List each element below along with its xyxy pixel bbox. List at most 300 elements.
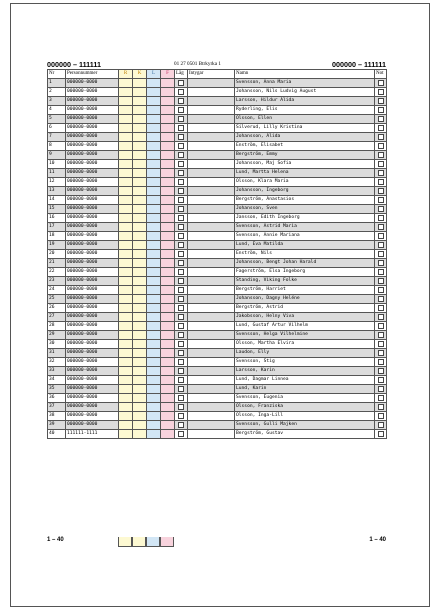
- mark-cell-l[interactable]: [147, 340, 161, 349]
- lag-checkbox[interactable]: [178, 269, 184, 275]
- mark-cell-r[interactable]: [119, 430, 133, 439]
- mark-cell-l[interactable]: [147, 304, 161, 313]
- mark-cell-f[interactable]: [161, 214, 175, 223]
- not-checkbox[interactable]: [378, 188, 384, 194]
- mark-cell-r[interactable]: [119, 169, 133, 178]
- mark-cell-r[interactable]: [119, 331, 133, 340]
- mark-cell-l[interactable]: [147, 358, 161, 367]
- row-intyg[interactable]: [188, 412, 235, 421]
- row-intyg[interactable]: [188, 241, 235, 250]
- row-intyg[interactable]: [188, 358, 235, 367]
- not-checkbox[interactable]: [378, 251, 384, 257]
- row-intyg[interactable]: [188, 376, 235, 385]
- lag-checkbox[interactable]: [178, 107, 184, 113]
- mark-cell-l[interactable]: [147, 349, 161, 358]
- mark-cell-l[interactable]: [147, 142, 161, 151]
- mark-cell-k[interactable]: [133, 106, 147, 115]
- mark-cell-k[interactable]: [133, 151, 147, 160]
- mark-cell-k[interactable]: [133, 430, 147, 439]
- mark-cell-l[interactable]: [147, 187, 161, 196]
- row-nr: 13: [48, 187, 66, 196]
- not-checkbox[interactable]: [378, 215, 384, 221]
- mark-cell-f[interactable]: [161, 79, 175, 88]
- row-intyg[interactable]: [188, 160, 235, 169]
- mark-cell-l[interactable]: [147, 205, 161, 214]
- mark-cell-r[interactable]: [119, 367, 133, 376]
- lag-checkbox[interactable]: [178, 341, 184, 347]
- mark-cell-l[interactable]: [147, 115, 161, 124]
- row-intyg[interactable]: [188, 214, 235, 223]
- mark-cell-k[interactable]: [133, 421, 147, 430]
- mark-cell-l[interactable]: [147, 232, 161, 241]
- mark-cell-l[interactable]: [147, 367, 161, 376]
- mark-cell-r[interactable]: [119, 358, 133, 367]
- row-lag-cell: [175, 169, 188, 178]
- mark-cell-l[interactable]: [147, 322, 161, 331]
- row-intyg[interactable]: [188, 79, 235, 88]
- mark-cell-k[interactable]: [133, 133, 147, 142]
- row-intyg[interactable]: [188, 142, 235, 151]
- not-checkbox[interactable]: [378, 431, 384, 437]
- mark-cell-r[interactable]: [119, 349, 133, 358]
- mark-cell-f[interactable]: [161, 286, 175, 295]
- mark-cell-f[interactable]: [161, 106, 175, 115]
- row-intyg[interactable]: [188, 151, 235, 160]
- mark-cell-r[interactable]: [119, 142, 133, 151]
- row-not-cell: [375, 358, 387, 367]
- row-personnummer: 000000-0000: [66, 268, 119, 277]
- mark-cell-f[interactable]: [161, 277, 175, 286]
- row-not-cell: [375, 151, 387, 160]
- mark-cell-k[interactable]: [133, 331, 147, 340]
- lag-checkbox[interactable]: [178, 134, 184, 140]
- mark-cell-r[interactable]: [119, 322, 133, 331]
- lag-checkbox[interactable]: [178, 332, 184, 338]
- mark-cell-k[interactable]: [133, 376, 147, 385]
- row-intyg[interactable]: [188, 187, 235, 196]
- mark-cell-r[interactable]: [119, 241, 133, 250]
- mark-cell-r[interactable]: [119, 376, 133, 385]
- mark-cell-f[interactable]: [161, 430, 175, 439]
- mark-cell-f[interactable]: [161, 295, 175, 304]
- lag-checkbox[interactable]: [178, 395, 184, 401]
- not-checkbox[interactable]: [378, 377, 384, 383]
- mark-cell-f[interactable]: [161, 142, 175, 151]
- mark-cell-k[interactable]: [133, 295, 147, 304]
- mark-cell-l[interactable]: [147, 241, 161, 250]
- not-checkbox[interactable]: [378, 206, 384, 212]
- mark-cell-f[interactable]: [161, 259, 175, 268]
- mark-cell-l[interactable]: [147, 223, 161, 232]
- row-intyg[interactable]: [188, 178, 235, 187]
- mark-cell-k[interactable]: [133, 268, 147, 277]
- mark-cell-r[interactable]: [119, 115, 133, 124]
- row-intyg[interactable]: [188, 124, 235, 133]
- not-checkbox[interactable]: [378, 116, 384, 122]
- col-header-f: F: [161, 70, 175, 79]
- row-intyg[interactable]: [188, 313, 235, 322]
- not-checkbox[interactable]: [378, 179, 384, 185]
- mark-cell-k[interactable]: [133, 79, 147, 88]
- mark-cell-r[interactable]: [119, 97, 133, 106]
- mark-cell-r[interactable]: [119, 124, 133, 133]
- lag-checkbox[interactable]: [178, 413, 184, 419]
- header-range-right: 000000 – 111111: [332, 60, 386, 69]
- mark-cell-f[interactable]: [161, 115, 175, 124]
- mark-cell-f[interactable]: [161, 385, 175, 394]
- mark-cell-r[interactable]: [119, 223, 133, 232]
- mark-cell-k[interactable]: [133, 358, 147, 367]
- mark-cell-r[interactable]: [119, 178, 133, 187]
- mark-cell-l[interactable]: [147, 412, 161, 421]
- row-personnummer: 000000-0000: [66, 304, 119, 313]
- mark-cell-l[interactable]: [147, 214, 161, 223]
- row-intyg[interactable]: [188, 340, 235, 349]
- lag-checkbox[interactable]: [178, 125, 184, 131]
- mark-cell-r[interactable]: [119, 295, 133, 304]
- lag-checkbox[interactable]: [178, 233, 184, 239]
- mark-cell-f[interactable]: [161, 187, 175, 196]
- table-row: [48, 421, 387, 430]
- row-intyg[interactable]: [188, 349, 235, 358]
- lag-checkbox[interactable]: [178, 323, 184, 329]
- row-nr: 8: [48, 142, 66, 151]
- mark-cell-k[interactable]: [133, 340, 147, 349]
- mark-cell-f[interactable]: [161, 205, 175, 214]
- mark-cell-f[interactable]: [161, 367, 175, 376]
- lag-checkbox[interactable]: [178, 206, 184, 212]
- mark-cell-l[interactable]: [147, 268, 161, 277]
- row-intyg[interactable]: [188, 394, 235, 403]
- mark-cell-r[interactable]: [119, 421, 133, 430]
- mark-cell-r[interactable]: [119, 196, 133, 205]
- lag-checkbox[interactable]: [178, 296, 184, 302]
- lag-checkbox[interactable]: [178, 314, 184, 320]
- mark-cell-l[interactable]: [147, 295, 161, 304]
- mark-cell-r[interactable]: [119, 412, 133, 421]
- lag-checkbox[interactable]: [178, 170, 184, 176]
- mark-cell-l[interactable]: [147, 403, 161, 412]
- mark-cell-f[interactable]: [161, 358, 175, 367]
- lag-checkbox[interactable]: [178, 80, 184, 86]
- mark-cell-l[interactable]: [147, 79, 161, 88]
- row-intyg[interactable]: [188, 268, 235, 277]
- not-checkbox[interactable]: [378, 269, 384, 275]
- mark-cell-f[interactable]: [161, 340, 175, 349]
- mark-cell-r[interactable]: [119, 160, 133, 169]
- mark-cell-k[interactable]: [133, 259, 147, 268]
- mark-cell-f[interactable]: [161, 331, 175, 340]
- row-nr: 6: [48, 124, 66, 133]
- row-intyg[interactable]: [188, 115, 235, 124]
- mark-cell-r[interactable]: [119, 205, 133, 214]
- mark-cell-r[interactable]: [119, 277, 133, 286]
- not-checkbox[interactable]: [378, 323, 384, 329]
- mark-cell-k[interactable]: [133, 277, 147, 286]
- lag-checkbox[interactable]: [178, 197, 184, 203]
- not-checkbox[interactable]: [378, 260, 384, 266]
- row-intyg[interactable]: [188, 403, 235, 412]
- mark-cell-f[interactable]: [161, 223, 175, 232]
- lag-checkbox[interactable]: [178, 377, 184, 383]
- lag-checkbox[interactable]: [178, 359, 184, 365]
- mark-cell-k[interactable]: [133, 169, 147, 178]
- row-intyg[interactable]: [188, 259, 235, 268]
- row-personnummer: 000000-0000: [66, 259, 119, 268]
- not-checkbox[interactable]: [378, 134, 384, 140]
- not-checkbox[interactable]: [378, 89, 384, 95]
- not-checkbox[interactable]: [378, 170, 384, 176]
- not-checkbox[interactable]: [378, 161, 384, 167]
- not-checkbox[interactable]: [378, 413, 384, 419]
- lag-checkbox[interactable]: [178, 404, 184, 410]
- mark-cell-f[interactable]: [161, 241, 175, 250]
- not-checkbox[interactable]: [378, 224, 384, 230]
- mark-cell-k[interactable]: [133, 403, 147, 412]
- row-lag-cell: [175, 187, 188, 196]
- mark-cell-k[interactable]: [133, 250, 147, 259]
- mark-cell-l[interactable]: [147, 250, 161, 259]
- lag-checkbox[interactable]: [178, 89, 184, 95]
- mark-cell-k[interactable]: [133, 367, 147, 376]
- row-intyg[interactable]: [188, 421, 235, 430]
- row-intyg[interactable]: [188, 295, 235, 304]
- mark-cell-r[interactable]: [119, 88, 133, 97]
- mark-cell-r[interactable]: [119, 79, 133, 88]
- row-intyg[interactable]: [188, 286, 235, 295]
- row-intyg[interactable]: [188, 106, 235, 115]
- mark-cell-k[interactable]: [133, 160, 147, 169]
- mark-cell-l[interactable]: [147, 394, 161, 403]
- mark-cell-l[interactable]: [147, 385, 161, 394]
- mark-cell-k[interactable]: [133, 349, 147, 358]
- mark-cell-f[interactable]: [161, 313, 175, 322]
- not-checkbox[interactable]: [378, 125, 384, 131]
- mark-cell-f[interactable]: [161, 394, 175, 403]
- mark-cell-k[interactable]: [133, 385, 147, 394]
- not-checkbox[interactable]: [378, 359, 384, 365]
- mark-cell-k[interactable]: [133, 394, 147, 403]
- mark-cell-k[interactable]: [133, 178, 147, 187]
- mark-cell-l[interactable]: [147, 430, 161, 439]
- not-checkbox[interactable]: [378, 197, 384, 203]
- mark-cell-f[interactable]: [161, 250, 175, 259]
- lag-checkbox[interactable]: [178, 305, 184, 311]
- row-lag-cell: [175, 331, 188, 340]
- not-checkbox[interactable]: [378, 368, 384, 374]
- row-intyg[interactable]: [188, 304, 235, 313]
- mark-cell-l[interactable]: [147, 376, 161, 385]
- mark-cell-k[interactable]: [133, 232, 147, 241]
- mark-cell-l[interactable]: [147, 169, 161, 178]
- lag-checkbox[interactable]: [178, 251, 184, 257]
- mark-cell-k[interactable]: [133, 214, 147, 223]
- mark-cell-f[interactable]: [161, 403, 175, 412]
- not-checkbox[interactable]: [378, 422, 384, 428]
- row-name: Enström, Elisabet: [235, 142, 375, 151]
- mark-cell-l[interactable]: [147, 106, 161, 115]
- row-personnummer: 000000-0000: [66, 412, 119, 421]
- mark-cell-r[interactable]: [119, 250, 133, 259]
- mark-cell-r[interactable]: [119, 106, 133, 115]
- mark-cell-r[interactable]: [119, 259, 133, 268]
- mark-cell-l[interactable]: [147, 331, 161, 340]
- lag-checkbox[interactable]: [178, 368, 184, 374]
- not-checkbox[interactable]: [378, 296, 384, 302]
- mark-cell-k[interactable]: [133, 205, 147, 214]
- lag-checkbox[interactable]: [178, 431, 184, 437]
- row-intyg[interactable]: [188, 223, 235, 232]
- mark-cell-k[interactable]: [133, 124, 147, 133]
- mark-cell-f[interactable]: [161, 124, 175, 133]
- mark-cell-r[interactable]: [119, 187, 133, 196]
- mark-cell-r[interactable]: [119, 286, 133, 295]
- not-checkbox[interactable]: [378, 332, 384, 338]
- row-intyg[interactable]: [188, 133, 235, 142]
- mark-cell-r[interactable]: [119, 394, 133, 403]
- row-nr: 37: [48, 403, 66, 412]
- mark-cell-l[interactable]: [147, 286, 161, 295]
- mark-cell-f[interactable]: [161, 349, 175, 358]
- mark-cell-k[interactable]: [133, 304, 147, 313]
- row-nr: 12: [48, 178, 66, 187]
- not-checkbox[interactable]: [378, 152, 384, 158]
- not-checkbox[interactable]: [378, 314, 384, 320]
- mark-cell-k[interactable]: [133, 241, 147, 250]
- mark-cell-k[interactable]: [133, 187, 147, 196]
- row-intyg[interactable]: [188, 367, 235, 376]
- row-intyg[interactable]: [188, 196, 235, 205]
- mark-cell-f[interactable]: [161, 97, 175, 106]
- mark-cell-k[interactable]: [133, 142, 147, 151]
- not-checkbox[interactable]: [378, 233, 384, 239]
- mark-cell-k[interactable]: [133, 115, 147, 124]
- mark-cell-r[interactable]: [119, 403, 133, 412]
- mark-cell-r[interactable]: [119, 232, 133, 241]
- mark-cell-r[interactable]: [119, 214, 133, 223]
- mark-cell-k[interactable]: [133, 412, 147, 421]
- mark-cell-f[interactable]: [161, 178, 175, 187]
- mark-cell-r[interactable]: [119, 304, 133, 313]
- row-intyg[interactable]: [188, 205, 235, 214]
- lag-checkbox[interactable]: [178, 98, 184, 104]
- mark-cell-k[interactable]: [133, 88, 147, 97]
- lag-checkbox[interactable]: [178, 215, 184, 221]
- mark-cell-r[interactable]: [119, 340, 133, 349]
- lag-checkbox[interactable]: [178, 188, 184, 194]
- mark-cell-l[interactable]: [147, 124, 161, 133]
- mark-cell-f[interactable]: [161, 412, 175, 421]
- mark-cell-k[interactable]: [133, 223, 147, 232]
- row-intyg[interactable]: [188, 331, 235, 340]
- mark-cell-l[interactable]: [147, 97, 161, 106]
- mark-cell-l[interactable]: [147, 277, 161, 286]
- mark-cell-f[interactable]: [161, 160, 175, 169]
- mark-cell-r[interactable]: [119, 151, 133, 160]
- mark-cell-f[interactable]: [161, 151, 175, 160]
- not-checkbox[interactable]: [378, 107, 384, 113]
- not-checkbox[interactable]: [378, 350, 384, 356]
- mark-cell-l[interactable]: [147, 178, 161, 187]
- mark-cell-k[interactable]: [133, 313, 147, 322]
- row-intyg[interactable]: [188, 322, 235, 331]
- not-checkbox[interactable]: [378, 98, 384, 104]
- lag-checkbox[interactable]: [178, 278, 184, 284]
- lag-checkbox[interactable]: [178, 116, 184, 122]
- mark-cell-l[interactable]: [147, 313, 161, 322]
- row-intyg[interactable]: [188, 97, 235, 106]
- mark-cell-f[interactable]: [161, 421, 175, 430]
- mark-cell-k[interactable]: [133, 196, 147, 205]
- lag-checkbox[interactable]: [178, 350, 184, 356]
- lag-checkbox[interactable]: [178, 242, 184, 248]
- mark-cell-r[interactable]: [119, 268, 133, 277]
- lag-checkbox[interactable]: [178, 422, 184, 428]
- not-checkbox[interactable]: [378, 386, 384, 392]
- row-intyg[interactable]: [188, 430, 235, 439]
- mark-cell-f[interactable]: [161, 169, 175, 178]
- row-intyg[interactable]: [188, 277, 235, 286]
- lag-checkbox[interactable]: [178, 152, 184, 158]
- mark-cell-r[interactable]: [119, 313, 133, 322]
- mark-cell-l[interactable]: [147, 133, 161, 142]
- row-intyg[interactable]: [188, 385, 235, 394]
- not-checkbox[interactable]: [378, 242, 384, 248]
- mark-cell-f[interactable]: [161, 232, 175, 241]
- not-checkbox[interactable]: [378, 404, 384, 410]
- mark-cell-l[interactable]: [147, 421, 161, 430]
- not-checkbox[interactable]: [378, 287, 384, 293]
- not-checkbox[interactable]: [378, 80, 384, 86]
- lag-checkbox[interactable]: [178, 179, 184, 185]
- col-header-intyg: Intygar: [188, 70, 235, 79]
- mark-cell-f[interactable]: [161, 133, 175, 142]
- not-checkbox[interactable]: [378, 278, 384, 284]
- mark-cell-k[interactable]: [133, 97, 147, 106]
- mark-cell-f[interactable]: [161, 322, 175, 331]
- mark-cell-k[interactable]: [133, 286, 147, 295]
- mark-cell-f[interactable]: [161, 304, 175, 313]
- mark-cell-r[interactable]: [119, 385, 133, 394]
- row-personnummer: 000000-0000: [66, 376, 119, 385]
- not-checkbox[interactable]: [378, 341, 384, 347]
- mark-cell-l[interactable]: [147, 259, 161, 268]
- row-intyg[interactable]: [188, 88, 235, 97]
- mark-cell-r[interactable]: [119, 133, 133, 142]
- mark-cell-f[interactable]: [161, 88, 175, 97]
- row-intyg[interactable]: [188, 232, 235, 241]
- mark-cell-f[interactable]: [161, 376, 175, 385]
- lag-checkbox[interactable]: [178, 161, 184, 167]
- lag-checkbox[interactable]: [178, 260, 184, 266]
- lag-checkbox[interactable]: [178, 287, 184, 293]
- not-checkbox[interactable]: [378, 143, 384, 149]
- lag-checkbox[interactable]: [178, 143, 184, 149]
- mark-cell-k[interactable]: [133, 322, 147, 331]
- mark-cell-f[interactable]: [161, 268, 175, 277]
- mark-cell-l[interactable]: [147, 196, 161, 205]
- lag-checkbox[interactable]: [178, 224, 184, 230]
- not-checkbox[interactable]: [378, 305, 384, 311]
- lag-checkbox[interactable]: [178, 386, 184, 392]
- mark-cell-f[interactable]: [161, 196, 175, 205]
- row-intyg[interactable]: [188, 250, 235, 259]
- not-checkbox[interactable]: [378, 395, 384, 401]
- mark-cell-l[interactable]: [147, 160, 161, 169]
- row-intyg[interactable]: [188, 169, 235, 178]
- mark-cell-l[interactable]: [147, 88, 161, 97]
- mark-cell-l[interactable]: [147, 151, 161, 160]
